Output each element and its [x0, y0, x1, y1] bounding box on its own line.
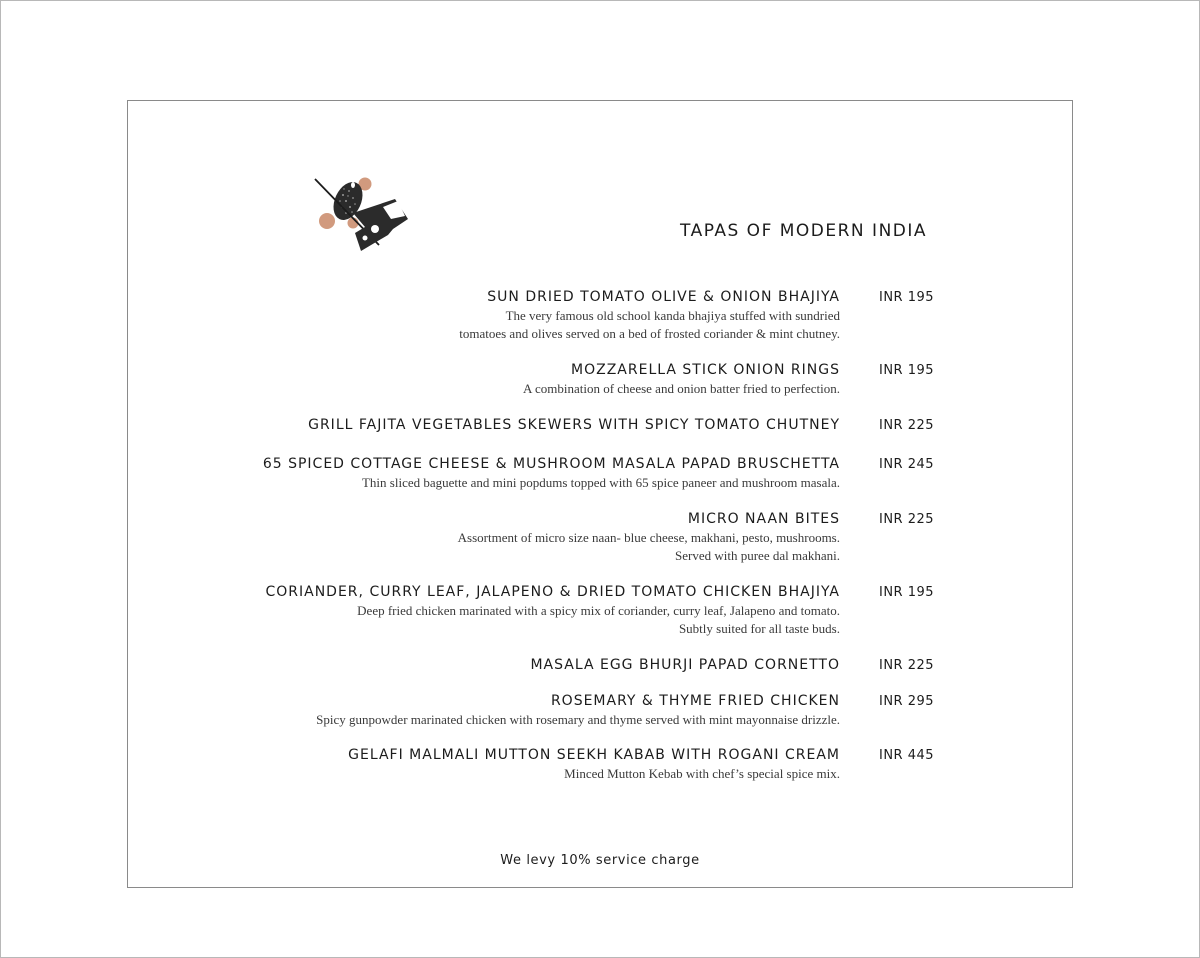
item-name: GRILL FAJITA VEGETABLES SKEWERS WITH SPICY TOMATO CHUTNEY [308, 417, 840, 433]
description-line: Assortment of micro size naan- blue cheese, makhani, pesto, mushrooms. [457, 530, 840, 545]
description-line: Thin sliced baguette and mini popdums topped with 65 spice paneer and mushroom masala. [361, 475, 840, 490]
item-price: INR 295 [879, 694, 935, 709]
item-price: INR 195 [879, 363, 935, 378]
item-price: INR 445 [879, 748, 935, 763]
item-description [564, 765, 840, 783]
item-description [459, 307, 840, 343]
item-price: INR 195 [879, 290, 935, 305]
item-name: ROSEMARY & THYME FRIED CHICKEN [550, 693, 840, 709]
item-description [523, 380, 840, 398]
description-line: Minced Mutton Kebab with chef’s special spice mix. [564, 766, 840, 781]
description-line: Deep fried chicken marinated with a spicy mix of coriander, curry leaf, Jalapeno and tomato. [357, 603, 840, 618]
section-title: TAPAS OF MODERN INDIA [680, 221, 928, 241]
item-price: INR 225 [879, 512, 935, 527]
description-line: Spicy gunpowder marinated chicken with rosemary and thyme served with mint mayonnaise drizzle. [316, 712, 840, 727]
item-name: MICRO NAAN BITES [687, 511, 840, 527]
description-line: The very famous old school kanda bhajiya stuffed with sundried [505, 308, 840, 323]
item-name: CORIANDER, CURRY LEAF, JALAPENO & DRIED TOMATO CHICKEN BHAJIYA [265, 584, 840, 600]
item-name: SUN DRIED TOMATO OLIVE & ONION BHAJIYA [487, 289, 840, 305]
tapas-illustration-icon [313, 171, 413, 255]
item-price: INR 195 [879, 585, 935, 600]
item-description [458, 529, 840, 565]
service-charge-note: We levy 10% service charge [500, 853, 700, 868]
description-line: Subtly suited for all taste buds. [678, 621, 840, 636]
item-price: INR 225 [879, 658, 935, 673]
item-name: MASALA EGG BHURJI PAPAD CORNETTO [530, 657, 840, 673]
item-name: MOZZARELLA STICK ONION RINGS [571, 362, 840, 378]
item-name: 65 SPICED COTTAGE CHEESE & MUSHROOM MASALA PAPAD BRUSCHETTA [262, 456, 840, 472]
description-line: Served with puree dal makhani. [675, 548, 840, 563]
item-description [357, 602, 840, 638]
item-description [316, 711, 840, 729]
description-line: tomatoes and olives served on a bed of frosted coriander & mint chutney. [459, 326, 840, 341]
menu-page [127, 100, 1073, 888]
item-description [362, 474, 840, 492]
item-price: INR 225 [879, 418, 935, 433]
description-line: A combination of cheese and onion batter fried to perfection. [523, 381, 840, 396]
item-price: INR 245 [879, 457, 935, 472]
item-name: GELAFI MALMALI MUTTON SEEKH KABAB WITH ROGANI CREAM [348, 747, 840, 763]
